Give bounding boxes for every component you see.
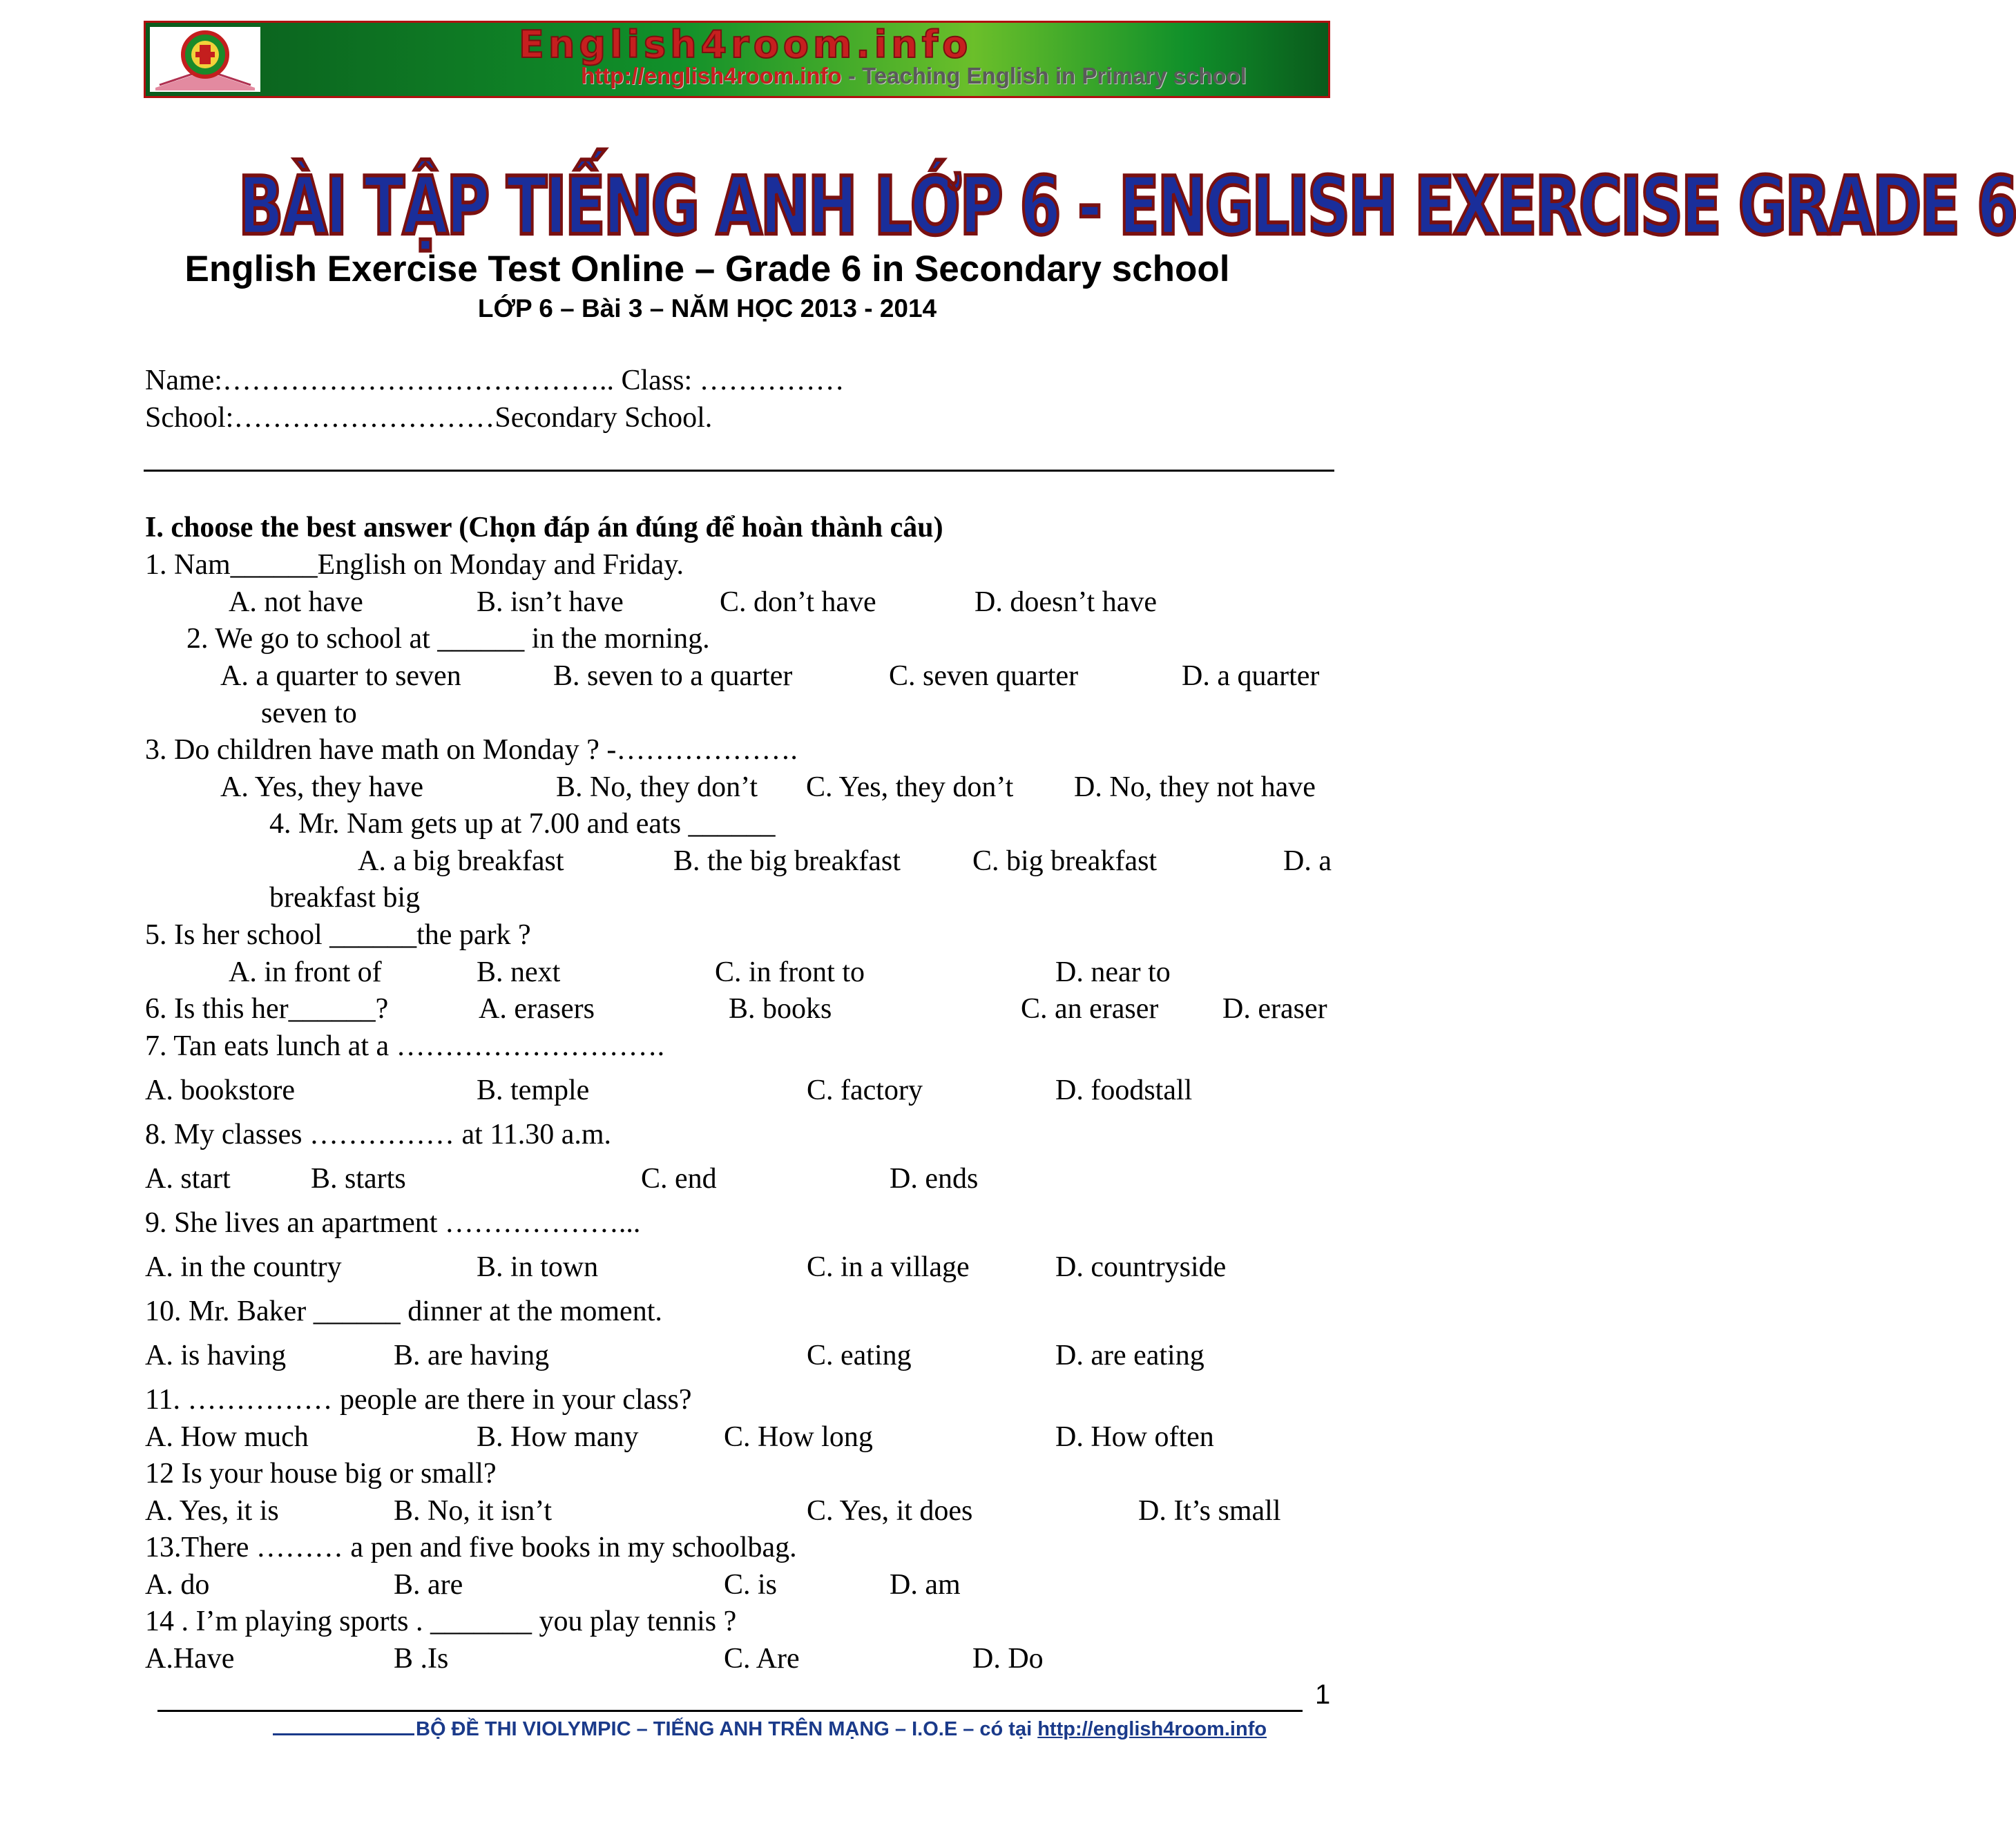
question-5: 5. Is her school ______the park ? — [145, 919, 531, 951]
q2-option-b: B. seven to a quarter — [553, 660, 793, 692]
question-12: 12 Is your house big or small? — [145, 1458, 497, 1490]
separator — [144, 470, 1334, 472]
q11-option-c: C. How long — [724, 1421, 873, 1453]
q13-option-b: B. are — [394, 1569, 463, 1601]
q8-option-a: A. start — [145, 1163, 231, 1195]
q6-option-c: C. an eraser — [1021, 993, 1159, 1025]
q1-option-a: A. not have — [229, 586, 363, 618]
q5-option-a: A. in front of — [229, 956, 382, 988]
q9-option-a: A. in the country — [145, 1251, 342, 1283]
q13-option-d: D. am — [890, 1569, 961, 1601]
question-7: 7. Tan eats lunch at a ………………………. — [145, 1030, 665, 1062]
q9-option-d: D. countryside — [1055, 1251, 1227, 1283]
q8-option-b: B. starts — [311, 1163, 406, 1195]
q9-option-b: B. in town — [477, 1251, 599, 1283]
q2-option-d: D. a quarter — [1182, 660, 1320, 692]
q2-option-a: A. a quarter to seven — [220, 660, 461, 692]
question-8: 8. My classes …………… at 11.30 a.m. — [145, 1119, 612, 1150]
question-14: 14 . I’m playing sports . _______ you play tennis ? — [145, 1606, 737, 1637]
q4-option-d-continued: breakfast big — [269, 882, 421, 914]
q14-option-d: D. Do — [972, 1643, 1044, 1675]
question-9: 9. She lives an apartment ………………... — [145, 1207, 641, 1239]
question-6: 6. Is this her______? — [145, 993, 389, 1025]
page-title: BÀI TẬP TIẾNG ANH LỚP 6 - ENGLISH EXERCISE GRADE 6 — [238, 160, 2016, 253]
question-3: 3. Do children have math on Monday ? -………………. — [145, 734, 798, 766]
lesson-line: LỚP 6 – Bài 3 – NĂM HỌC 2013 - 2014 — [477, 294, 937, 322]
q11-option-d: D. How often — [1055, 1421, 1214, 1453]
q7-option-c: C. factory — [807, 1075, 923, 1106]
q10-option-a: A. is having — [145, 1340, 287, 1371]
q7-option-a: A. bookstore — [145, 1075, 295, 1106]
school-line: School:………………………Secondary School. — [145, 402, 713, 434]
footer — [273, 1718, 1305, 1741]
footer-rule — [157, 1710, 1303, 1712]
q4-option-c: C. big breakfast — [972, 845, 1158, 877]
q2-option-c: C. seven quarter — [889, 660, 1079, 692]
footer-text: BỘ ĐỀ THI VIOLYMPIC – TIẾNG ANH TRÊN MẠNG – I.O.E – có tại — [416, 1718, 1038, 1740]
site-url[interactable]: http://english4room.info — [581, 63, 842, 88]
q10-option-b: B. are having — [394, 1340, 550, 1371]
q8-option-c: C. end — [641, 1163, 717, 1195]
footer-link[interactable]: http://english4room.info — [1037, 1718, 1267, 1740]
q10-option-d: D. are eating — [1055, 1340, 1204, 1371]
q14-option-b: B .Is — [394, 1643, 449, 1675]
name-class-line: Name:………………………………….. Class: …………… — [145, 365, 845, 396]
q9-option-c: C. in a village — [807, 1251, 970, 1283]
q1-option-b: B. isn’t have — [477, 586, 624, 618]
section-heading: I. choose the best answer (Chọn đáp án đúng để hoàn thành câu) — [145, 512, 943, 543]
q1-option-c: C. don’t have — [720, 586, 876, 618]
q6-option-b: B. books — [729, 993, 832, 1025]
q12-option-d: D. It’s small — [1138, 1495, 1281, 1527]
q8-option-d: D. ends — [890, 1163, 979, 1195]
q6-option-d: D. eraser — [1222, 993, 1327, 1025]
tagline-text: - Teaching English in Primary school — [841, 63, 1247, 88]
question-10: 10. Mr. Baker ______ dinner at the moment. — [145, 1296, 662, 1327]
question-13: 13.There ……… a pen and five books in my schoolbag. — [145, 1532, 797, 1563]
footer-underline — [273, 1733, 414, 1735]
q2-option-d-continued: seven to — [261, 697, 357, 729]
q3-option-c: C. Yes, they don’t — [806, 771, 1014, 803]
logo — [150, 27, 260, 92]
q14-option-c: C. Are — [724, 1643, 800, 1675]
q7-option-b: B. temple — [477, 1075, 590, 1106]
question-4: 4. Mr. Nam gets up at 7.00 and eats ______ — [269, 808, 776, 840]
q3-option-b: B. No, they don’t — [556, 771, 758, 803]
q11-option-a: A. How much — [145, 1421, 309, 1453]
q12-option-c: C. Yes, it does — [807, 1495, 973, 1527]
q13-option-c: C. is — [724, 1569, 778, 1601]
q3-option-a: A. Yes, they have — [220, 771, 423, 803]
question-11: 11. …………… people are there in your class? — [145, 1384, 692, 1416]
question-2: 2. We go to school at ______ in the morning. — [186, 623, 710, 655]
q1-option-d: D. doesn’t have — [975, 586, 1157, 618]
q4-option-a: A. a big breakfast — [358, 845, 564, 877]
q3-option-d: D. No, they not have — [1074, 771, 1316, 803]
q12-option-b: B. No, it isn’t — [394, 1495, 553, 1527]
q5-option-d: D. near to — [1055, 956, 1171, 988]
q5-option-b: B. next — [477, 956, 561, 988]
question-1: 1. Nam______English on Monday and Friday. — [145, 549, 684, 581]
q6-option-a: A. erasers — [479, 993, 595, 1025]
q5-option-c: C. in front to — [715, 956, 865, 988]
site-name: English4room.info — [519, 23, 972, 66]
header-banner — [144, 21, 1330, 98]
q14-option-a: A.Have — [145, 1643, 235, 1675]
q7-option-d: D. foodstall — [1055, 1075, 1193, 1106]
page-subtitle: English Exercise Test Online – Grade 6 in Secondary school — [184, 249, 1230, 289]
book-emblem-icon — [150, 27, 260, 92]
q13-option-a: A. do — [145, 1569, 210, 1601]
site-tagline — [581, 63, 1247, 89]
q4-option-d: D. a — [1283, 845, 1332, 877]
q4-option-b: B. the big breakfast — [673, 845, 901, 877]
q11-option-b: B. How many — [477, 1421, 639, 1453]
page-number: 1 — [1315, 1679, 1331, 1710]
q12-option-a: A. Yes, it is — [145, 1495, 279, 1527]
q10-option-c: C. eating — [807, 1340, 912, 1371]
